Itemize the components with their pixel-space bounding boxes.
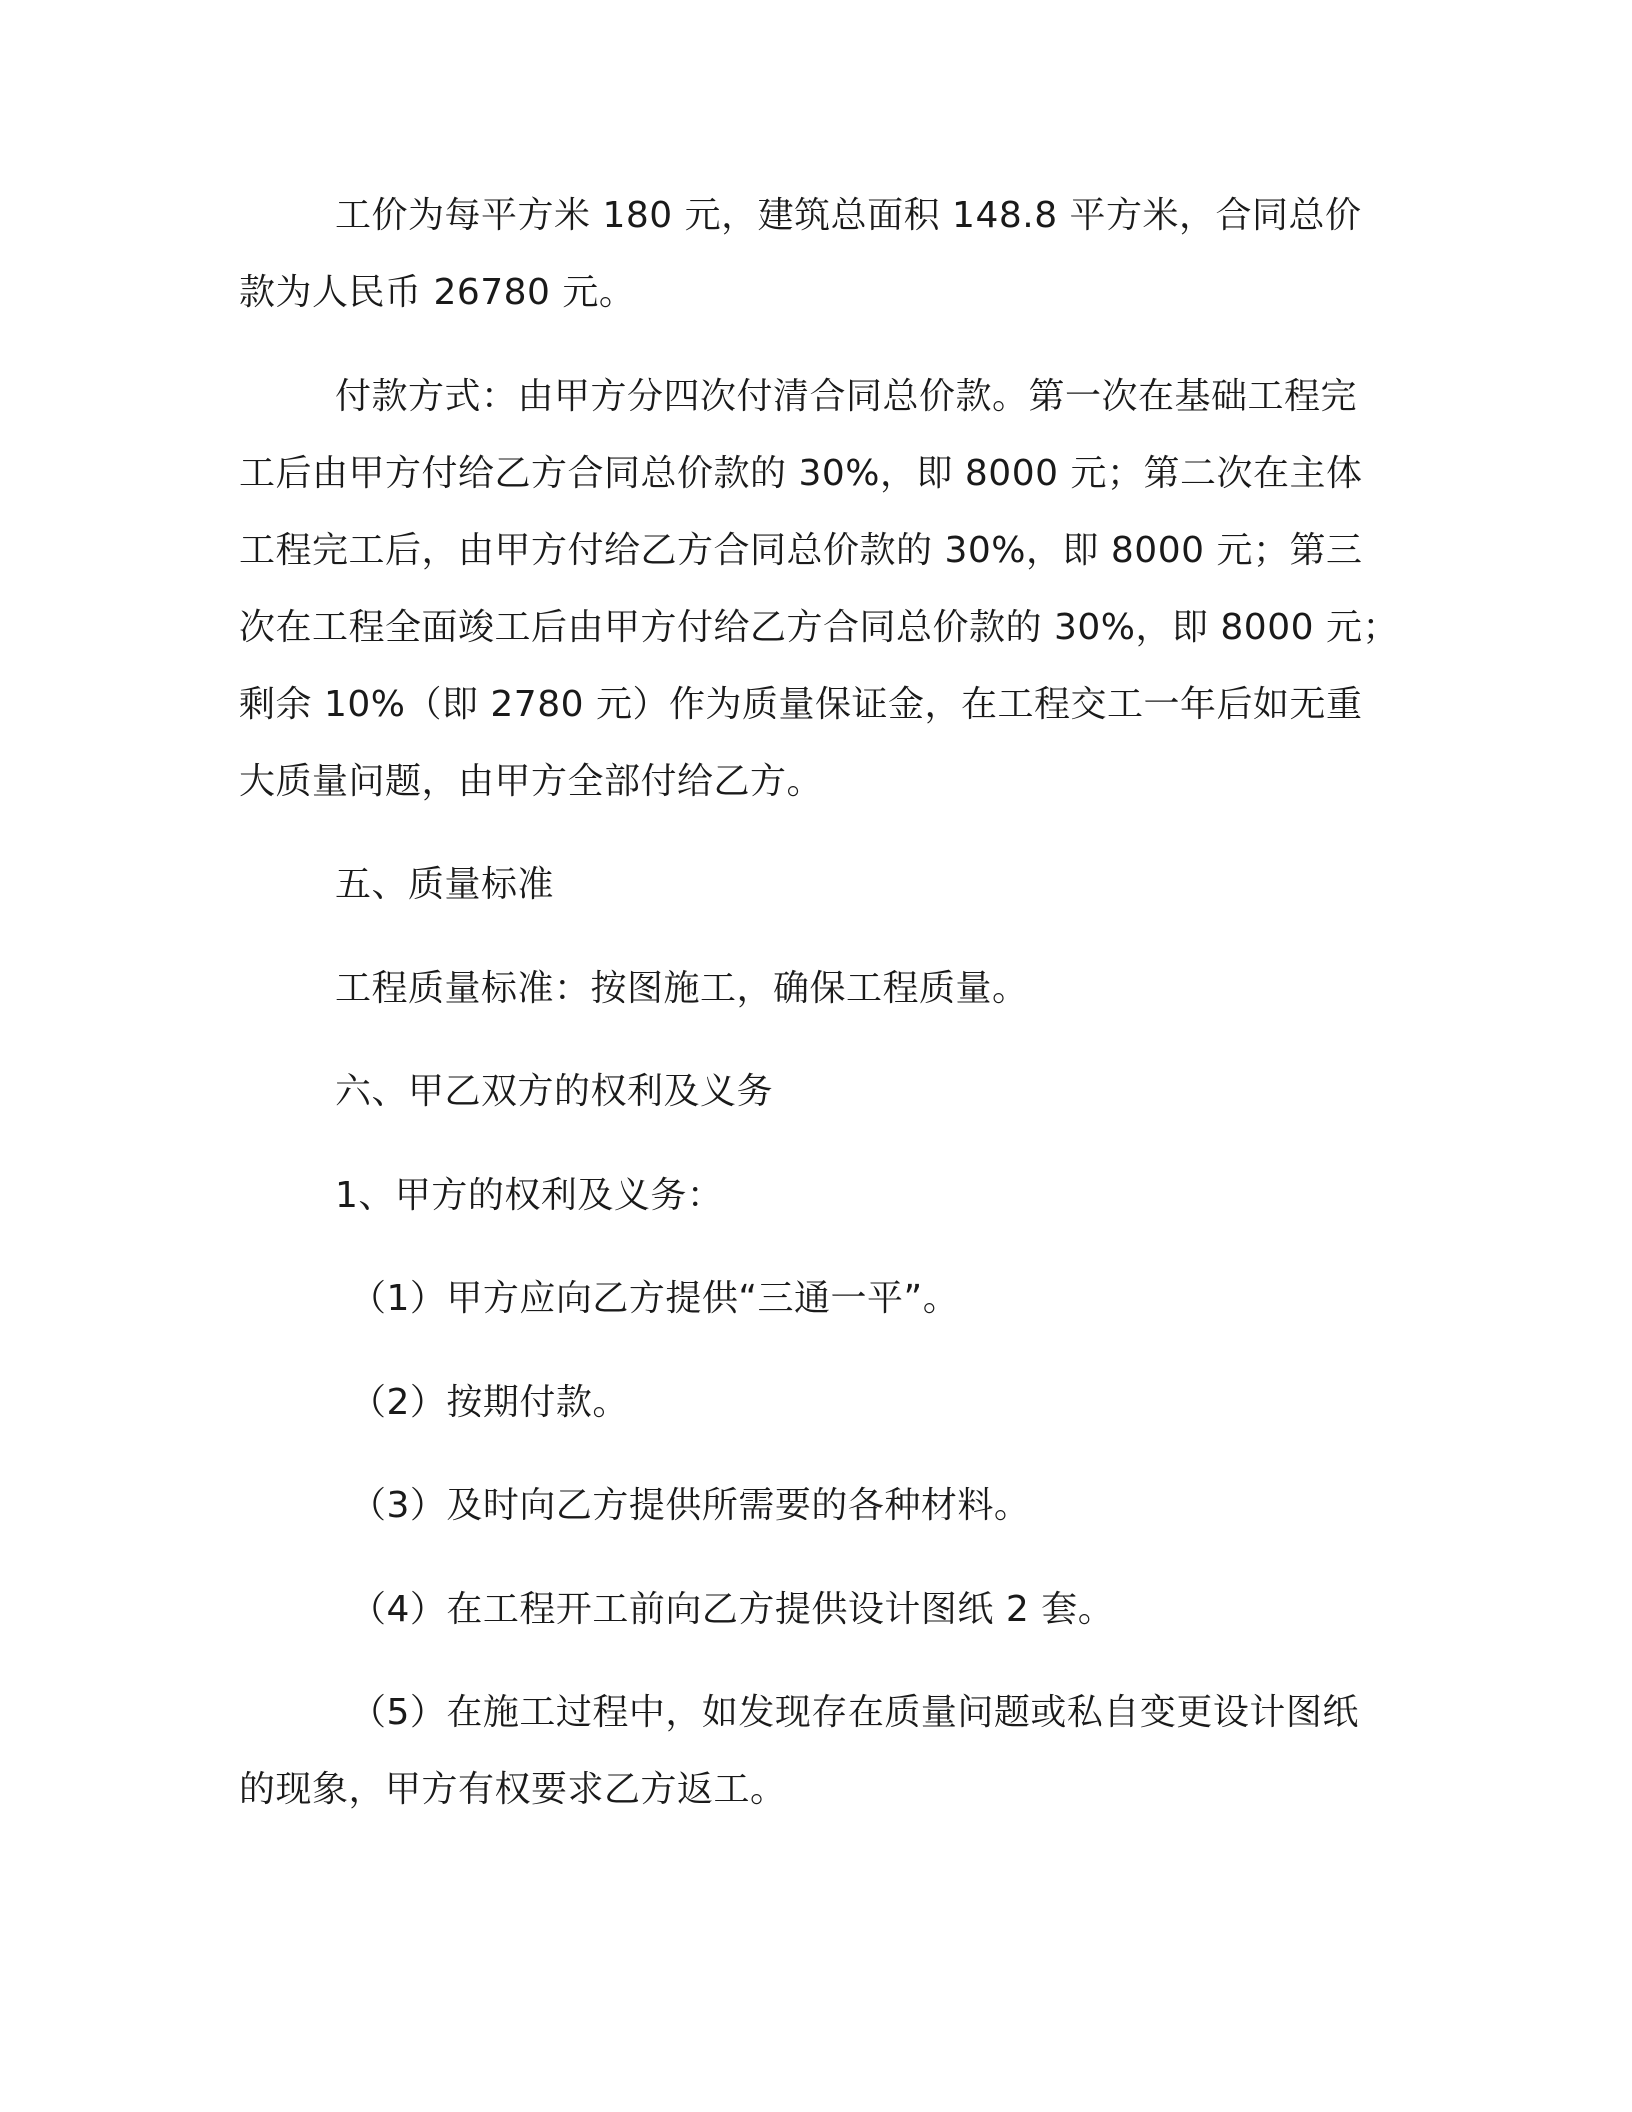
paragraph-payment-line-5: 剩余 10%（即 2780 元）作为质量保证金，在工程交工一年后如无重 bbox=[239, 684, 1363, 725]
list-item-5-line-2: 的现象，甲方有权要求乙方返工。 bbox=[239, 1769, 787, 1810]
list-item-3: （3）及时向乙方提供所需要的各种材料。 bbox=[350, 1485, 1031, 1526]
list-item-1: （1）甲方应向乙方提供“三通一平”。 bbox=[350, 1278, 960, 1319]
paragraph-price-line-2: 款为人民币 26780 元。 bbox=[239, 272, 636, 313]
section-heading-rights: 六、甲乙双方的权利及义务 bbox=[335, 1071, 774, 1112]
list-item-2: （2）按期付款。 bbox=[350, 1382, 629, 1423]
list-item-4: （4）在工程开工前向乙方提供设计图纸 2 套。 bbox=[350, 1589, 1115, 1630]
paragraph-price-line-1: 工价为每平方米 180 元，建筑总面积 148.8 平方米，合同总价 bbox=[335, 195, 1362, 236]
paragraph-quality: 工程质量标准：按图施工，确保工程质量。 bbox=[335, 968, 1029, 1009]
section-heading-quality: 五、质量标准 bbox=[335, 864, 555, 905]
paragraph-payment-line-1: 付款方式：由甲方分四次付清合同总价款。第一次在基础工程完 bbox=[335, 376, 1358, 417]
paragraph-payment-line-6: 大质量问题，由甲方全部付给乙方。 bbox=[239, 761, 824, 802]
paragraph-payment-line-2: 工后由甲方付给乙方合同总价款的 30%，即 8000 元；第二次在主体 bbox=[239, 453, 1363, 494]
paragraph-payment-line-4: 次在工程全面竣工后由甲方付给乙方合同总价款的 30%，即 8000 元； bbox=[239, 607, 1399, 648]
subheading-party-a: 1、甲方的权利及义务： bbox=[335, 1175, 724, 1216]
paragraph-payment-line-3: 工程完工后，由甲方付给乙方合同总价款的 30%，即 8000 元；第三 bbox=[239, 530, 1363, 571]
list-item-5-line-1: （5）在施工过程中，如发现存在质量问题或私自变更设计图纸 bbox=[350, 1692, 1359, 1733]
